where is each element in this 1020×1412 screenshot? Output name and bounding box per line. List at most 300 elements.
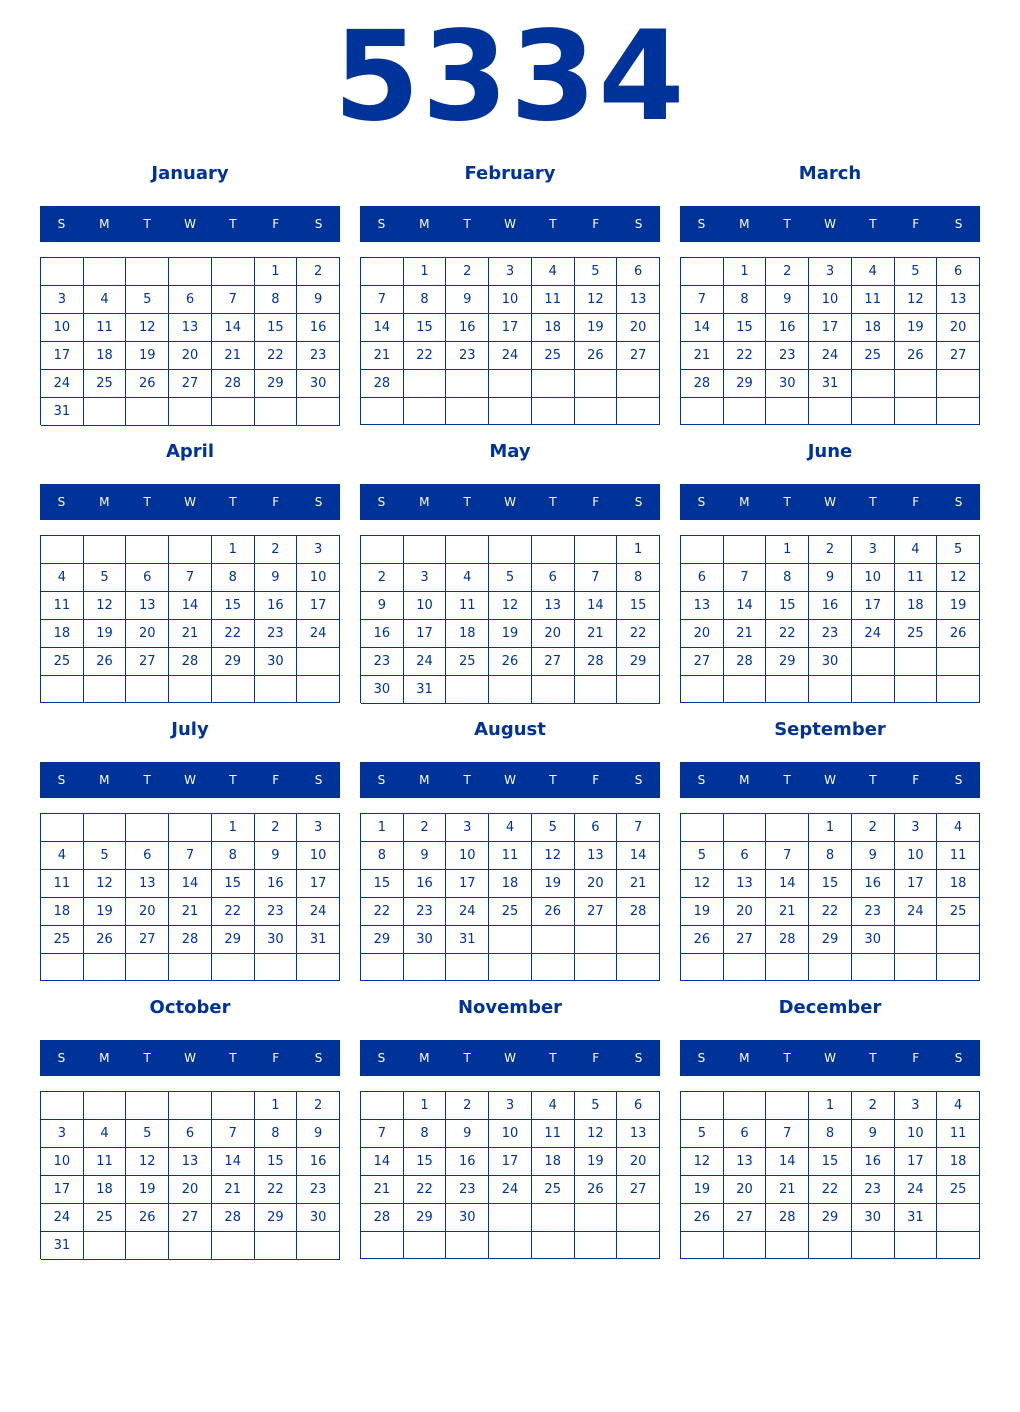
- day-cell: 3: [297, 536, 340, 564]
- day-cell: 12: [681, 1148, 724, 1176]
- weekday-label: S: [57, 773, 66, 787]
- day-cell: 26: [84, 926, 127, 954]
- day-cell: 7: [681, 286, 724, 314]
- day-cell: 5: [532, 814, 575, 842]
- day-cell: 11: [532, 286, 575, 314]
- day-cell: 18: [937, 870, 980, 898]
- weekday-label: T: [549, 495, 557, 509]
- day-cell: 22: [404, 342, 447, 370]
- day-cell: 19: [937, 592, 980, 620]
- weekday-label: T: [463, 773, 471, 787]
- day-cell: 19: [126, 1176, 169, 1204]
- empty-cell: [766, 676, 809, 703]
- day-cell: 6: [681, 564, 724, 592]
- day-cell: 27: [169, 370, 212, 398]
- empty-cell: [212, 676, 255, 703]
- day-cell: 11: [41, 870, 84, 898]
- day-cell: 25: [937, 1176, 980, 1204]
- day-cell: 12: [937, 564, 980, 592]
- day-cell: 8: [361, 842, 404, 870]
- day-cell: 28: [575, 648, 618, 676]
- weekday-header: [680, 484, 980, 520]
- day-cell: 22: [724, 342, 767, 370]
- day-cell: 25: [895, 620, 938, 648]
- weekday-label: F: [592, 773, 600, 787]
- weekday-label: W: [184, 1051, 196, 1065]
- day-cell: 23: [446, 342, 489, 370]
- day-cell: 11: [852, 286, 895, 314]
- day-cell: 10: [297, 564, 340, 592]
- day-cell: 23: [766, 342, 809, 370]
- weekday-label: T: [869, 773, 877, 787]
- weekday-label: F: [592, 1051, 600, 1065]
- empty-cell: [937, 1204, 980, 1232]
- empty-cell: [937, 926, 980, 954]
- day-cell: 18: [41, 620, 84, 648]
- weekday-label: T: [549, 773, 557, 787]
- day-cell: 2: [446, 1092, 489, 1120]
- empty-cell: [575, 1232, 618, 1259]
- weekday-label: S: [954, 1051, 963, 1065]
- empty-cell: [41, 536, 84, 564]
- empty-cell: [297, 398, 340, 426]
- day-cell: 30: [255, 926, 298, 954]
- day-cell: 17: [297, 592, 340, 620]
- day-cell: 28: [724, 648, 767, 676]
- empty-cell: [41, 814, 84, 842]
- day-cell: 26: [937, 620, 980, 648]
- weekday-label: S: [697, 217, 706, 231]
- empty-cell: [84, 954, 127, 981]
- day-cell: 31: [41, 1232, 84, 1260]
- day-cell: 21: [681, 342, 724, 370]
- day-cell: 2: [852, 1092, 895, 1120]
- day-cell: 11: [446, 592, 489, 620]
- day-cell: 18: [84, 1176, 127, 1204]
- day-cell: 13: [126, 870, 169, 898]
- day-cell: 11: [895, 564, 938, 592]
- day-grid: [40, 813, 340, 981]
- day-cell: 30: [446, 1204, 489, 1232]
- empty-cell: [446, 536, 489, 564]
- day-cell: 22: [617, 620, 660, 648]
- day-cell: 22: [212, 620, 255, 648]
- day-cell: 26: [126, 370, 169, 398]
- day-cell: 9: [297, 286, 340, 314]
- day-cell: 3: [297, 814, 340, 842]
- day-cell: 9: [255, 564, 298, 592]
- day-grid: [360, 1091, 660, 1259]
- day-cell: 22: [809, 898, 852, 926]
- empty-cell: [724, 536, 767, 564]
- day-cell: 24: [404, 648, 447, 676]
- day-cell: 29: [361, 926, 404, 954]
- day-cell: 23: [852, 1176, 895, 1204]
- empty-cell: [212, 258, 255, 286]
- weekday-label: S: [57, 495, 66, 509]
- day-cell: 4: [84, 286, 127, 314]
- day-cell: 1: [809, 814, 852, 842]
- day-cell: 9: [404, 842, 447, 870]
- day-cell: 16: [809, 592, 852, 620]
- day-cell: 30: [255, 648, 298, 676]
- day-cell: 26: [532, 898, 575, 926]
- day-cell: 27: [126, 648, 169, 676]
- empty-cell: [532, 1232, 575, 1259]
- day-cell: 9: [255, 842, 298, 870]
- weekday-label: T: [549, 217, 557, 231]
- day-cell: 1: [724, 258, 767, 286]
- day-grid: [680, 1091, 980, 1259]
- empty-cell: [809, 954, 852, 981]
- day-cell: 8: [617, 564, 660, 592]
- empty-cell: [617, 954, 660, 981]
- day-cell: 14: [361, 1148, 404, 1176]
- day-cell: 14: [681, 314, 724, 342]
- day-cell: 21: [212, 342, 255, 370]
- day-cell: 29: [766, 648, 809, 676]
- empty-cell: [895, 954, 938, 981]
- weekday-label: M: [419, 1051, 430, 1065]
- day-cell: 8: [404, 1120, 447, 1148]
- day-cell: 6: [169, 1120, 212, 1148]
- day-grid: [40, 535, 340, 703]
- day-cell: 31: [895, 1204, 938, 1232]
- day-cell: 20: [126, 620, 169, 648]
- day-cell: 18: [84, 342, 127, 370]
- month-name: September: [774, 719, 886, 740]
- day-cell: 21: [575, 620, 618, 648]
- weekday-label: S: [697, 773, 706, 787]
- day-cell: 3: [41, 286, 84, 314]
- day-cell: 26: [126, 1204, 169, 1232]
- weekday-label: F: [912, 773, 920, 787]
- day-cell: 21: [169, 898, 212, 926]
- weekday-label: T: [783, 217, 791, 231]
- empty-cell: [212, 398, 255, 426]
- weekday-label: T: [143, 773, 151, 787]
- weekday-label: M: [419, 495, 430, 509]
- day-cell: 17: [852, 592, 895, 620]
- day-cell: 9: [766, 286, 809, 314]
- day-cell: 17: [297, 870, 340, 898]
- empty-cell: [937, 954, 980, 981]
- day-cell: 6: [724, 842, 767, 870]
- day-cell: 25: [84, 370, 127, 398]
- empty-cell: [489, 926, 532, 954]
- day-cell: 23: [404, 898, 447, 926]
- empty-cell: [852, 370, 895, 398]
- weekday-label: T: [869, 495, 877, 509]
- weekday-label: T: [229, 217, 237, 231]
- day-cell: 16: [361, 620, 404, 648]
- day-cell: 3: [895, 1092, 938, 1120]
- day-cell: 9: [361, 592, 404, 620]
- empty-cell: [169, 398, 212, 426]
- day-cell: 29: [809, 1204, 852, 1232]
- day-cell: 26: [575, 342, 618, 370]
- weekday-label: T: [463, 495, 471, 509]
- empty-cell: [937, 676, 980, 703]
- empty-cell: [84, 398, 127, 426]
- day-cell: 31: [809, 370, 852, 398]
- day-cell: 27: [575, 898, 618, 926]
- day-cell: 22: [809, 1176, 852, 1204]
- day-cell: 29: [212, 926, 255, 954]
- day-cell: 20: [681, 620, 724, 648]
- day-cell: 16: [297, 314, 340, 342]
- empty-cell: [404, 1232, 447, 1259]
- day-cell: 8: [724, 286, 767, 314]
- day-cell: 28: [212, 1204, 255, 1232]
- day-cell: 28: [681, 370, 724, 398]
- day-cell: 19: [681, 898, 724, 926]
- day-cell: 10: [404, 592, 447, 620]
- day-cell: 6: [169, 286, 212, 314]
- day-cell: 28: [361, 370, 404, 398]
- day-cell: 12: [84, 592, 127, 620]
- day-cell: 4: [895, 536, 938, 564]
- weekday-header: [40, 1040, 340, 1076]
- weekday-header: [40, 484, 340, 520]
- day-cell: 21: [766, 898, 809, 926]
- day-cell: 10: [446, 842, 489, 870]
- empty-cell: [681, 1092, 724, 1120]
- weekday-label: M: [99, 773, 110, 787]
- day-cell: 19: [681, 1176, 724, 1204]
- day-cell: 15: [255, 1148, 298, 1176]
- weekday-label: W: [824, 1051, 836, 1065]
- empty-cell: [937, 370, 980, 398]
- day-cell: 25: [41, 648, 84, 676]
- day-grid: [680, 535, 980, 703]
- empty-cell: [489, 954, 532, 981]
- empty-cell: [489, 536, 532, 564]
- day-cell: 15: [404, 1148, 447, 1176]
- day-cell: 12: [126, 314, 169, 342]
- day-cell: 27: [681, 648, 724, 676]
- year-title: 5334: [333, 5, 687, 149]
- day-grid: [40, 257, 340, 425]
- day-cell: 24: [297, 898, 340, 926]
- empty-cell: [126, 814, 169, 842]
- weekday-label: T: [143, 495, 151, 509]
- day-cell: 10: [895, 1120, 938, 1148]
- day-cell: 30: [852, 926, 895, 954]
- weekday-label: S: [377, 773, 386, 787]
- day-cell: 2: [297, 258, 340, 286]
- empty-cell: [895, 398, 938, 425]
- day-cell: 4: [937, 814, 980, 842]
- day-cell: 4: [446, 564, 489, 592]
- day-cell: 29: [617, 648, 660, 676]
- day-cell: 5: [895, 258, 938, 286]
- empty-cell: [169, 814, 212, 842]
- day-cell: 17: [41, 1176, 84, 1204]
- day-cell: 22: [255, 342, 298, 370]
- weekday-header: [360, 206, 660, 242]
- day-cell: 2: [361, 564, 404, 592]
- day-cell: 26: [489, 648, 532, 676]
- empty-cell: [404, 370, 447, 398]
- day-cell: 15: [255, 314, 298, 342]
- day-cell: 12: [489, 592, 532, 620]
- day-cell: 24: [297, 620, 340, 648]
- day-cell: 20: [724, 1176, 767, 1204]
- day-cell: 12: [681, 870, 724, 898]
- day-cell: 16: [852, 1148, 895, 1176]
- empty-cell: [895, 370, 938, 398]
- empty-cell: [446, 954, 489, 981]
- empty-cell: [532, 954, 575, 981]
- day-cell: 11: [937, 1120, 980, 1148]
- weekday-label: S: [314, 1051, 323, 1065]
- day-cell: 1: [212, 536, 255, 564]
- weekday-label: F: [272, 495, 280, 509]
- weekday-label: S: [57, 1051, 66, 1065]
- day-cell: 29: [724, 370, 767, 398]
- day-cell: 18: [937, 1148, 980, 1176]
- day-cell: 7: [724, 564, 767, 592]
- day-cell: 19: [126, 342, 169, 370]
- day-cell: 5: [937, 536, 980, 564]
- day-cell: 14: [169, 592, 212, 620]
- weekday-label: F: [912, 1051, 920, 1065]
- day-cell: 1: [361, 814, 404, 842]
- day-cell: 24: [895, 1176, 938, 1204]
- day-cell: 14: [212, 314, 255, 342]
- day-cell: 26: [84, 648, 127, 676]
- day-cell: 11: [489, 842, 532, 870]
- day-cell: 29: [404, 1204, 447, 1232]
- empty-cell: [724, 676, 767, 703]
- empty-cell: [575, 398, 618, 425]
- empty-cell: [681, 398, 724, 425]
- weekday-label: T: [463, 1051, 471, 1065]
- weekday-label: M: [419, 773, 430, 787]
- weekday-label: M: [99, 495, 110, 509]
- day-cell: 13: [617, 286, 660, 314]
- day-cell: 8: [404, 286, 447, 314]
- day-cell: 11: [84, 314, 127, 342]
- empty-cell: [852, 1232, 895, 1259]
- empty-cell: [937, 648, 980, 676]
- month-name: July: [171, 719, 209, 740]
- day-cell: 15: [766, 592, 809, 620]
- day-cell: 14: [169, 870, 212, 898]
- day-cell: 14: [361, 314, 404, 342]
- day-cell: 22: [255, 1176, 298, 1204]
- day-cell: 4: [84, 1120, 127, 1148]
- weekday-label: M: [99, 1051, 110, 1065]
- day-cell: 12: [575, 286, 618, 314]
- day-cell: 9: [852, 842, 895, 870]
- day-cell: 28: [169, 926, 212, 954]
- day-cell: 13: [937, 286, 980, 314]
- day-cell: 28: [617, 898, 660, 926]
- day-cell: 1: [212, 814, 255, 842]
- empty-cell: [255, 398, 298, 426]
- day-cell: 29: [212, 648, 255, 676]
- empty-cell: [404, 536, 447, 564]
- day-cell: 4: [937, 1092, 980, 1120]
- day-cell: 31: [41, 398, 84, 426]
- empty-cell: [489, 398, 532, 425]
- weekday-header: [360, 484, 660, 520]
- empty-cell: [724, 954, 767, 981]
- month-name: March: [798, 163, 862, 184]
- weekday-label: S: [634, 1051, 643, 1065]
- day-cell: 10: [489, 1120, 532, 1148]
- day-cell: 2: [255, 814, 298, 842]
- empty-cell: [575, 954, 618, 981]
- day-cell: 13: [724, 870, 767, 898]
- weekday-label: T: [869, 217, 877, 231]
- empty-cell: [361, 536, 404, 564]
- weekday-label: M: [739, 495, 750, 509]
- empty-cell: [41, 1092, 84, 1120]
- weekday-label: M: [739, 217, 750, 231]
- day-cell: 4: [532, 258, 575, 286]
- empty-cell: [126, 398, 169, 426]
- day-cell: 18: [895, 592, 938, 620]
- day-cell: 10: [297, 842, 340, 870]
- empty-cell: [575, 370, 618, 398]
- empty-cell: [681, 1232, 724, 1259]
- empty-cell: [532, 370, 575, 398]
- empty-cell: [126, 258, 169, 286]
- day-cell: 6: [617, 258, 660, 286]
- day-cell: 7: [361, 286, 404, 314]
- weekday-label: T: [143, 1051, 151, 1065]
- month-name: January: [151, 163, 229, 184]
- weekday-label: S: [377, 1051, 386, 1065]
- day-cell: 24: [446, 898, 489, 926]
- day-cell: 28: [766, 926, 809, 954]
- weekday-label: S: [954, 217, 963, 231]
- weekday-label: S: [697, 1051, 706, 1065]
- day-cell: 19: [84, 898, 127, 926]
- empty-cell: [617, 1232, 660, 1259]
- weekday-label: S: [314, 217, 323, 231]
- day-cell: 12: [895, 286, 938, 314]
- day-cell: 21: [724, 620, 767, 648]
- empty-cell: [446, 370, 489, 398]
- weekday-label: W: [824, 217, 836, 231]
- day-cell: 5: [575, 258, 618, 286]
- day-cell: 16: [446, 314, 489, 342]
- empty-cell: [446, 398, 489, 425]
- day-cell: 3: [895, 814, 938, 842]
- weekday-label: W: [184, 495, 196, 509]
- month-name: August: [474, 719, 546, 740]
- day-cell: 13: [169, 314, 212, 342]
- day-cell: 24: [809, 342, 852, 370]
- weekday-label: S: [634, 495, 643, 509]
- day-cell: 28: [212, 370, 255, 398]
- day-cell: 21: [361, 1176, 404, 1204]
- day-cell: 12: [532, 842, 575, 870]
- empty-cell: [169, 676, 212, 703]
- day-cell: 16: [297, 1148, 340, 1176]
- weekday-label: M: [739, 1051, 750, 1065]
- day-cell: 15: [809, 1148, 852, 1176]
- empty-cell: [724, 814, 767, 842]
- day-cell: 13: [575, 842, 618, 870]
- empty-cell: [852, 676, 895, 703]
- empty-cell: [852, 398, 895, 425]
- weekday-label: F: [272, 773, 280, 787]
